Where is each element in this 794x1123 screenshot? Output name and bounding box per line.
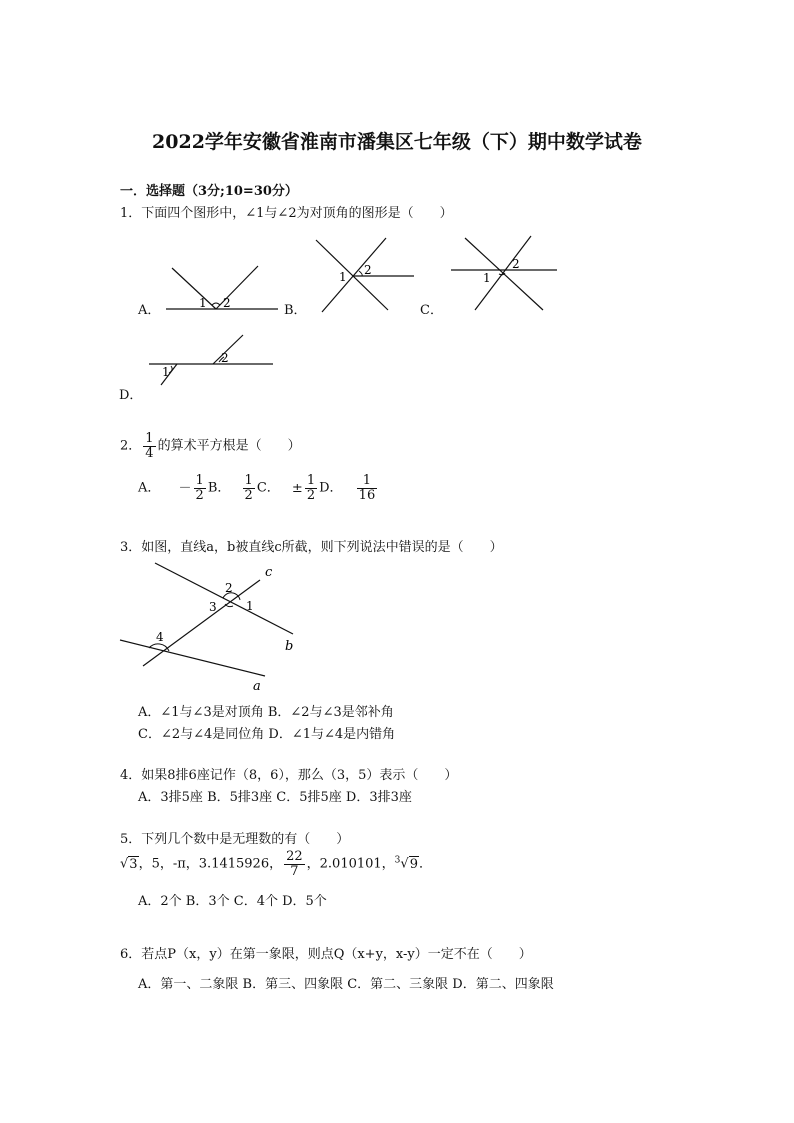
angle-label-1: 1 xyxy=(162,365,170,379)
option-a-fraction: $\frac{1}{2}$ xyxy=(195,473,204,503)
question-3-stem: 3．如图，直线a，b被直线c所截，则下列说法中错误的是（ ） xyxy=(120,540,503,555)
cube-root-index: 3 xyxy=(394,855,401,866)
cube-root-radicand: 9 xyxy=(409,856,418,872)
question-number: 2． xyxy=(120,438,142,454)
q3-figure-parallel-lines xyxy=(115,560,305,695)
line-label-a: a xyxy=(253,679,261,694)
question-2-options xyxy=(138,474,379,502)
angle-label-2: 2 xyxy=(225,581,233,595)
question-3-options-row-1: A．∠1与∠3是对顶角 B．∠2与∠3是邻补角 xyxy=(138,705,394,720)
angle-label-1: 1 xyxy=(483,271,491,285)
angle-label-2: 2 xyxy=(221,351,229,365)
q1-option-b-label: B． xyxy=(284,303,307,318)
question-1-stem: 1．下面四个图形中，∠1与∠2为对顶角的图形是（ ） xyxy=(120,206,453,221)
q1-option-d-label: D． xyxy=(119,388,143,403)
line-label-b: b xyxy=(285,639,294,654)
option-a-label: A． xyxy=(138,480,161,496)
angle-label-1: 1 xyxy=(246,599,254,613)
option-d-label: D． xyxy=(319,480,343,496)
question-4-options: A．3排5座 B．5排3座 C．5排5座 D．3排3座 xyxy=(138,790,412,805)
question-4-stem: 4．如果8排6座记作（8，6），那么（3，5）表示（ ） xyxy=(120,768,458,783)
cube-root-symbol: √ xyxy=(400,856,409,872)
option-c-label: C． xyxy=(256,480,280,496)
q1-figure-a xyxy=(160,258,284,318)
angle-label-4: 4 xyxy=(156,630,164,644)
option-c-sign: ± xyxy=(291,480,303,496)
option-a-sign: － xyxy=(178,480,192,496)
sqrt-symbol: √ xyxy=(120,856,129,872)
angle-label-1: 1 xyxy=(339,270,347,284)
question-2-stem xyxy=(120,432,301,460)
fraction-22-7: $\frac{22}{7}$ xyxy=(286,849,303,879)
question-5-options: A．2个 B．3个 C．4个 D．5个 xyxy=(138,894,327,909)
option-c-fraction: $\frac{1}{2}$ xyxy=(306,473,316,503)
option-d-fraction: $\frac{1}{16}$ xyxy=(358,473,376,503)
line-label-c: c xyxy=(265,565,273,580)
number-list-middle: ，5，-π，3.1415926， xyxy=(138,856,283,872)
question-3-options-row-2: C．∠2与∠4是同位角 D．∠1与∠4是内错角 xyxy=(138,727,396,742)
option-b-label: B． xyxy=(207,480,231,496)
angle-label-1: 1 xyxy=(199,296,207,310)
angle-label-2: 2 xyxy=(223,296,231,310)
section-heading-choice: 一．选择题（3分;10=30分） xyxy=(120,184,298,199)
question-5-stem: 5．下列几个数中是无理数的有（ ） xyxy=(120,832,350,847)
question-text: 的算术平方根是（ ） xyxy=(157,438,301,454)
number-list-end: ，2.010101， xyxy=(306,856,395,872)
q1-option-a-label: A． xyxy=(138,303,161,318)
q1-figure-c xyxy=(445,232,560,314)
list-end-dot: ． xyxy=(418,856,432,872)
page-title: 2022学年安徽省淮南市潘集区七年级（下）期中数学试卷 xyxy=(152,131,642,153)
q1-figure-b xyxy=(308,232,418,317)
q1-option-c-label: C． xyxy=(420,303,443,318)
angle-label-3: 3 xyxy=(209,600,217,614)
angle-label-2: 2 xyxy=(364,263,372,277)
question-5-number-list xyxy=(120,850,432,878)
angle-label-2: 2 xyxy=(512,257,520,271)
fraction-one-quarter: $\frac{1}{4}$ xyxy=(145,431,154,461)
question-6-stem: 6．若点P（x，y）在第一象限，则点Q（x+y，x-y）一定不在（ ） xyxy=(120,947,532,962)
sqrt-radicand: 3 xyxy=(129,856,138,872)
option-b-fraction: $\frac{1}{2}$ xyxy=(244,473,253,503)
q1-figure-d xyxy=(145,333,275,393)
question-6-options: A．第一、二象限 B．第三、四象限 C．第二、三象限 D．第二、四象限 xyxy=(138,977,554,992)
